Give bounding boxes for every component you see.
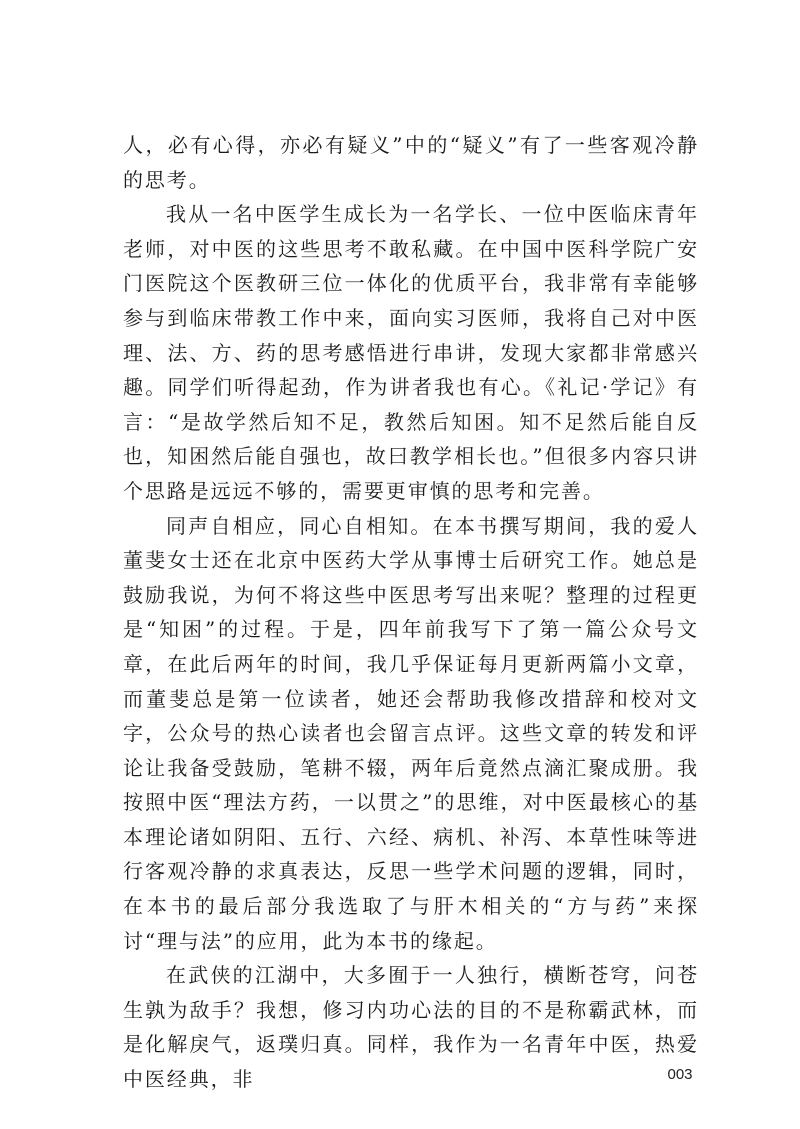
body-text — [123, 128, 699, 1097]
paragraph-3: 同声自相应，同心自相知。在本书撰写期间，我的爱人董斐女士还在北京中医药大学从事博士后研究工作。她总是鼓励我说，为何不将这些中医思考写出来呢？整理的过程更是“知困”的过程。于是，四年前我写下了第一篇公众号文章，在此后两年的时间，我几乎保证每月更新两篇小文章，而董斐总是第一位读者，她还会帮助我修改措辞和校对文字，公众号的热心读者也会留言点评。这些文章的转发和评论让我备受鼓励，笔耕不辍，两年后竟然点滴汇聚成册。我按照中医“理法方药，一以贯之”的思维，对中医最核心的基本理论诸如阴阳、五行、六经、病机、补泻、本草性味等进行客观冷静的求真表达，反思一些学术问题的逻辑，同时，在本书的最后部分我选取了与肝木相关的“方与药”来探讨“理与法”的应用，此为本书的缘起。 — [123, 513, 699, 953]
page-number: 003 — [667, 1066, 693, 1083]
paragraph-2: 我从一名中医学生成长为一名学长、一位中医临床青年老师，对中医的这些思考不敢私藏。在中国中医科学院广安门医院这个医教研三位一体化的优质平台，我非常有幸能够参与到临床带教工作中来，面向实习医师，我将自己对中医理、法、方、药的思考感悟进行串讲，发现大家都非常感兴趣。同学们听得起劲，作为讲者我也有心。《礼记·学记》有言：“是故学然后知不足，教然后知困。知不足然后能自反也，知困然后能自强也，故曰教学相长也。”但很多内容只讲个思路是远远不够的，需要更审慎的思考和完善。 — [123, 202, 699, 503]
paragraph-1: 人，必有心得，亦必有疑义”中的“疑义”有了一些客观冷静的思考。 — [123, 133, 699, 192]
paragraph-4: 在武侠的江湖中，大多囿于一人独行，横断苍穹，问苍生孰为敌手？我想，修习内功心法的目的不是称霸武林，而是化解戾气，返璞归真。同样，我作为一名青年中医，热爱中医经典，非 — [123, 963, 699, 1092]
